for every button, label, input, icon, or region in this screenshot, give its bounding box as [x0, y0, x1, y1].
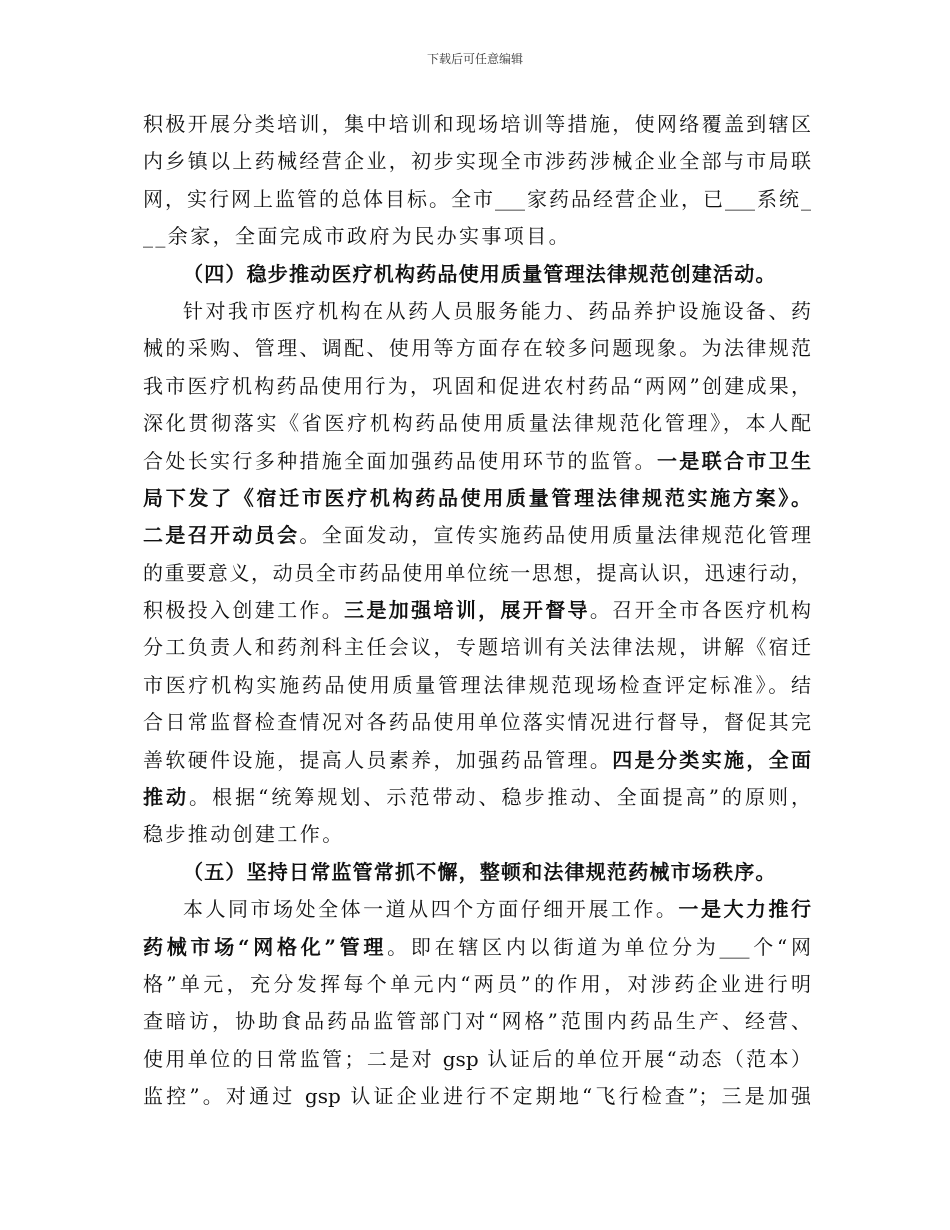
- paragraph-line: 推动。根据“统筹规划、示范带动、稳步推动、全面提高”的原则，: [143, 785, 811, 810]
- section-heading: （四）稳步推动医疗机构药品使用质量管理法律规范创建活动。: [183, 261, 777, 286]
- paragraph-line: 二是召开动员会。全面发动，宣传实施药品使用质量法律规范化管理: [143, 523, 811, 548]
- paragraph-line: 稳步推动创建工作。: [143, 822, 345, 847]
- paragraph-line: 合日常监督检查情况对各药品使用单位落实情况进行督导，督促其完: [143, 710, 811, 735]
- paragraph-line: __余家，全面完成市政府为民办实事项目。: [143, 224, 571, 249]
- page-header: 下载后可任意编辑: [426, 52, 523, 66]
- paragraph-line: 网，实行网上监管的总体目标。全市___家药品经营企业，已___系统_: [143, 186, 811, 211]
- paragraph-line: 的重要意义，动员全市药品使用单位统一思想，提高认识，迅速行动，: [143, 560, 811, 585]
- paragraph-line: 本人同市场处全体一道从四个方面仔细开展工作。一是大力推行: [183, 897, 811, 922]
- paragraph-line: 查暗访，协助食品药品监管部门对“网格”范围内药品生产、经营、: [143, 1009, 811, 1034]
- paragraph-line: 分工负责人和药剂科主任会议，专题培训有关法律法规，讲解《宿迁: [143, 635, 811, 660]
- paragraph-line: 合处长实行多种措施全面加强药品使用环节的监管。一是联合市卫生: [143, 448, 811, 473]
- paragraph-line: 积极投入创建工作。三是加强培训，展开督导。召开全市各医疗机构: [143, 598, 811, 623]
- paragraph-line: 深化贯彻落实《省医疗机构药品使用质量法律规范化管理》，本人配: [143, 411, 811, 436]
- paragraph-line: 药械市场“网格化”管理。即在辖区内以街道为单位分为___个“网: [143, 934, 811, 959]
- paragraph-line: 械的采购、管理、调配、使用等方面存在较多问题现象。为法律规范: [143, 336, 811, 361]
- paragraph-line: 内乡镇以上药械经营企业，初步实现全市涉药涉械企业全部与市局联: [143, 149, 811, 174]
- paragraph-line: 监控”。对通过 gsp 认证企业进行不定期地“飞行检查”；三是加强: [143, 1084, 811, 1109]
- paragraph-line: 局下发了《宿迁市医疗机构药品使用质量管理法律规范实施方案》。: [143, 485, 811, 510]
- document-body: [143, 106, 811, 1116]
- paragraph-line: 市医疗机构实施药品使用质量管理法律规范现场检查评定标准》。结: [143, 672, 811, 697]
- paragraph-line: 积极开展分类培训，集中培训和现场培训等措施，使网络覆盖到辖区: [143, 112, 811, 136]
- paragraph-line: 针对我市医疗机构在从药人员服务能力、药品养护设施设备、药: [183, 298, 811, 323]
- paragraph-line: 善软硬件设施，提高人员素养，加强药品管理。四是分类实施，全面: [143, 747, 811, 772]
- paragraph-line: 格”单元，充分发挥每个单元内“两员”的作用，对涉药企业进行明: [143, 971, 811, 996]
- paragraph-line: 使用单位的日常监管；二是对 gsp 认证后的单位开展“动态（范本）: [143, 1046, 811, 1071]
- paragraph-line: 我市医疗机构药品使用行为，巩固和促进农村药品“两网”创建成果，: [143, 373, 811, 398]
- section-heading: （五）坚持日常监管常抓不懈，整顿和法律规范药械市场秩序。: [183, 859, 777, 884]
